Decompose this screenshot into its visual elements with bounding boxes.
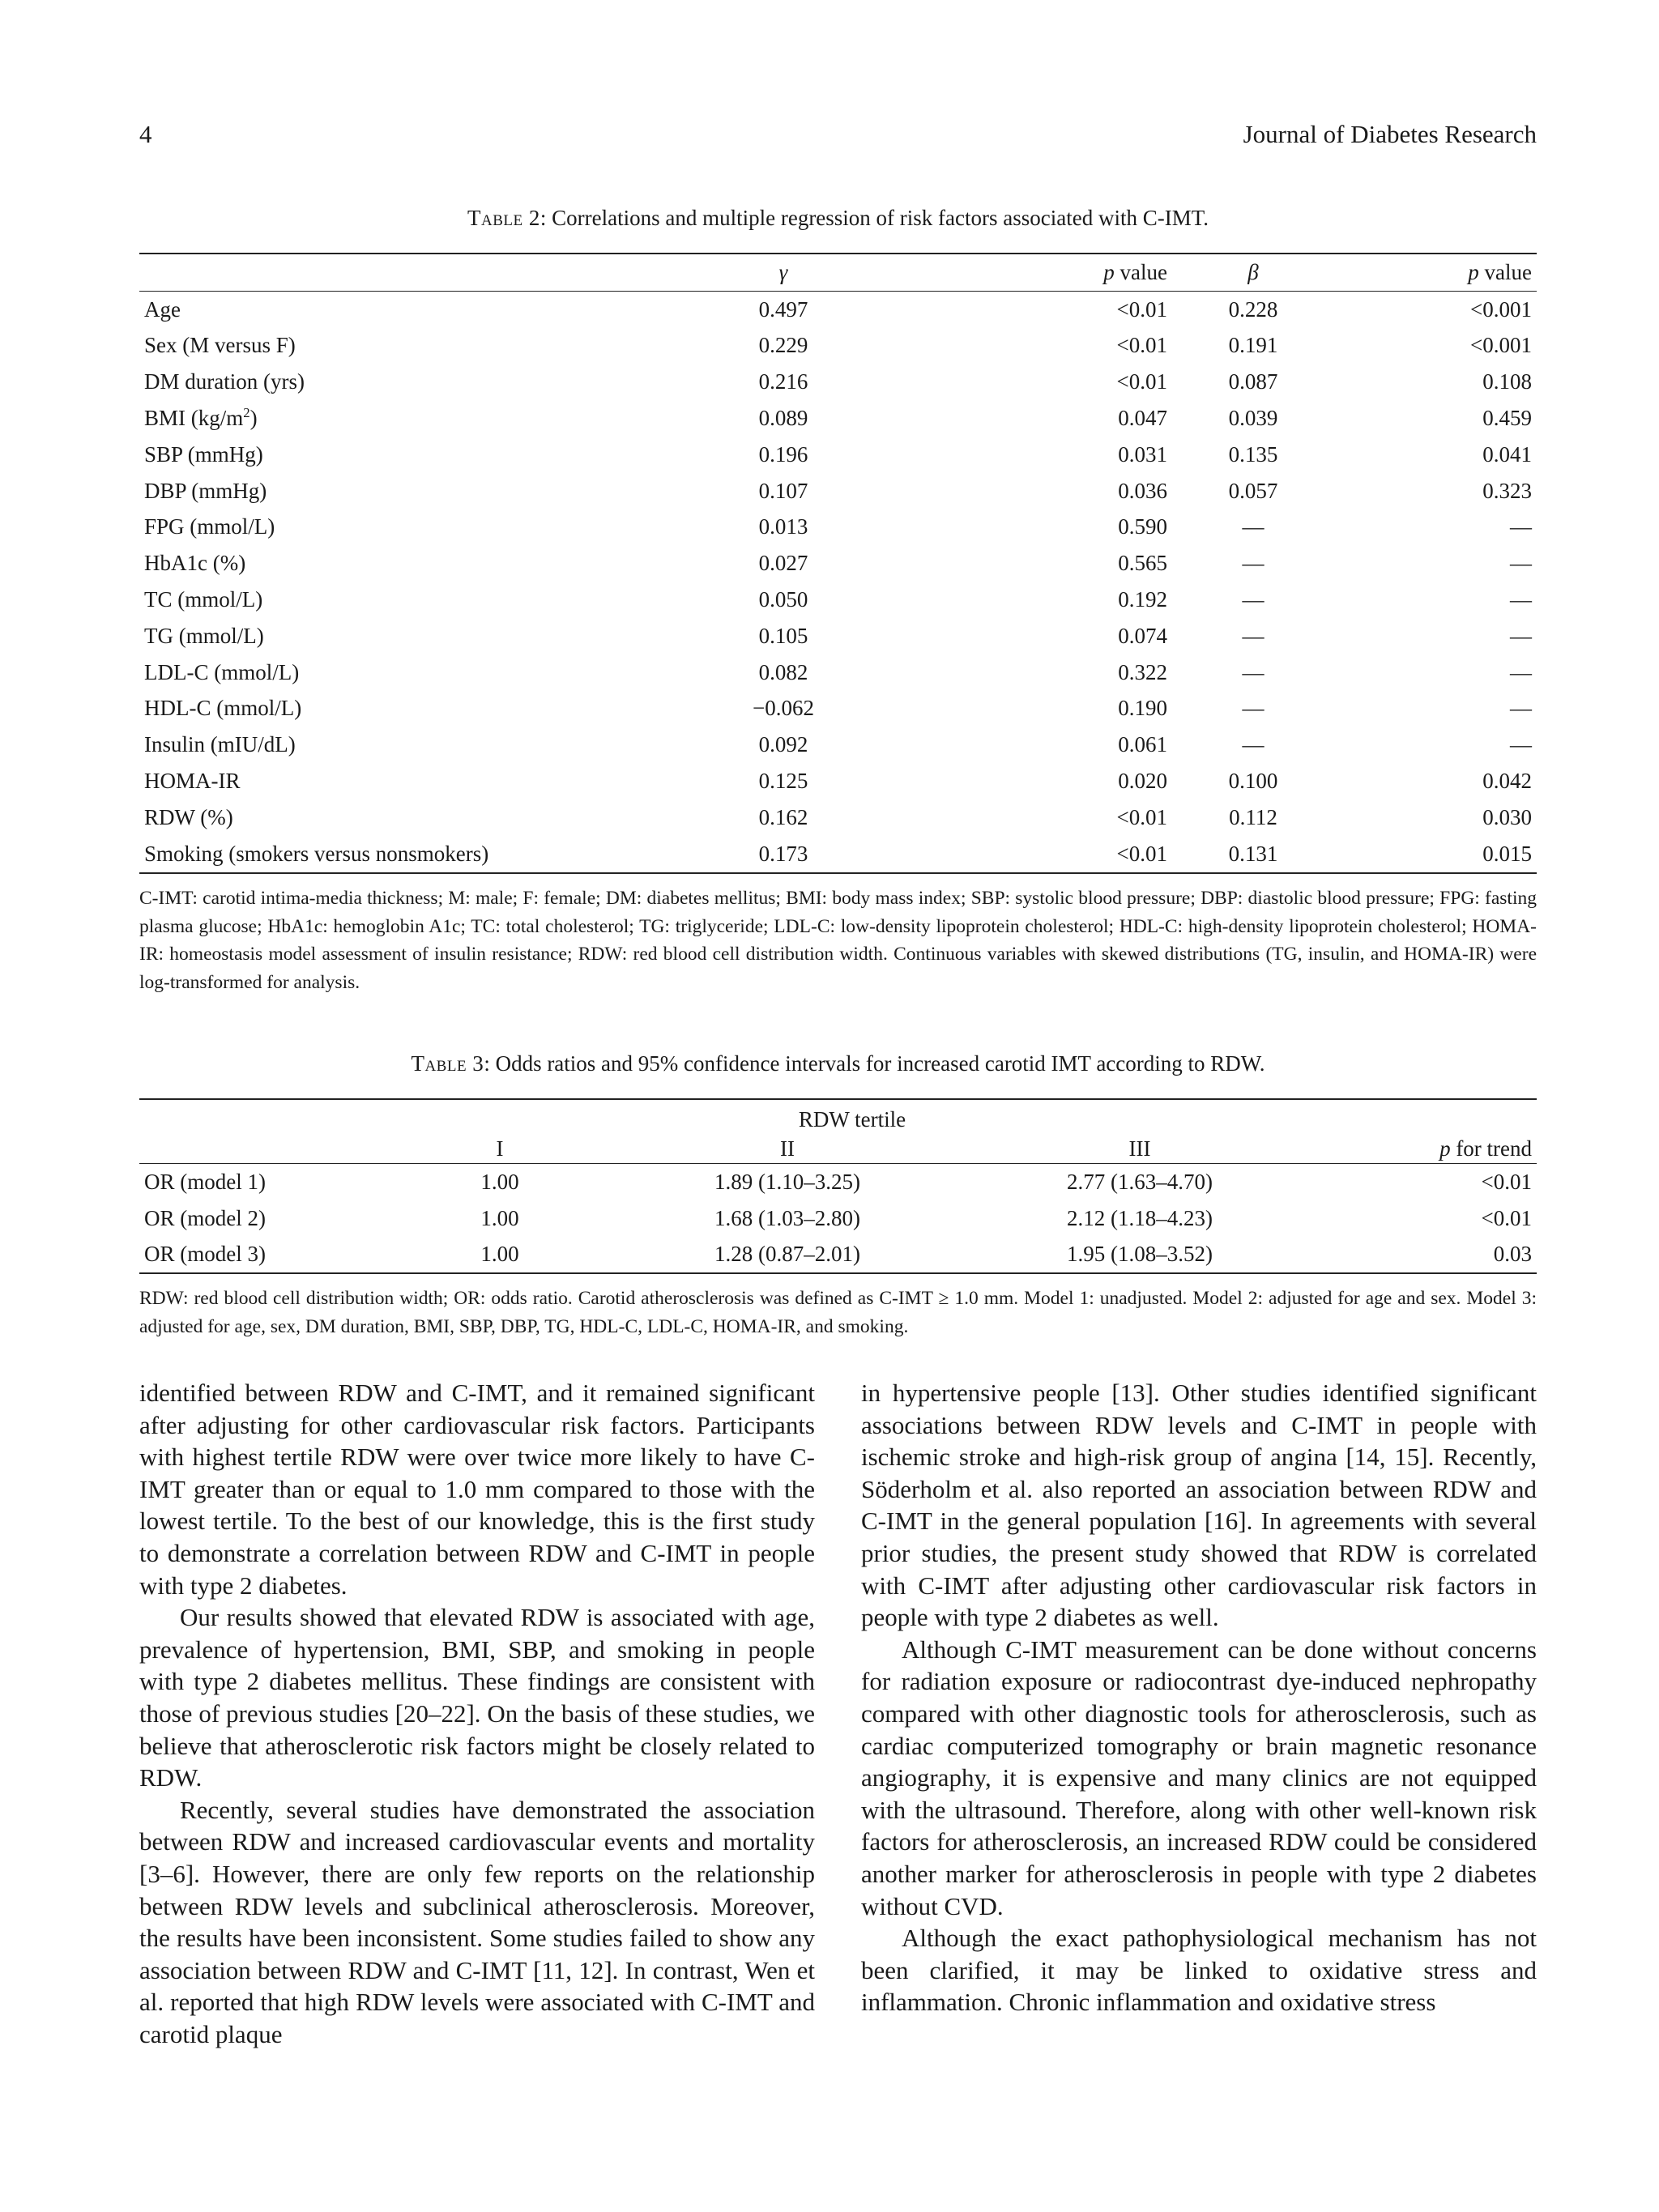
table-cell: 1.00 <box>480 1205 519 1230</box>
table-cell: <0.01 <box>1481 1169 1533 1194</box>
table-cell: 0.162 <box>758 804 808 829</box>
body-column-right <box>861 1377 1537 2018</box>
row-label-cell: RDW (%) <box>144 804 233 829</box>
table-cell: — <box>1242 514 1265 539</box>
body-column-left <box>139 1377 815 2050</box>
table-cell: 0.100 <box>1228 769 1278 794</box>
table-row <box>139 582 1537 618</box>
table-cell: 0.015 <box>1334 836 1537 873</box>
table3-caption <box>139 1050 1537 1077</box>
table-cell: −0.062 <box>753 696 814 721</box>
table3-group-header-row <box>139 1099 1537 1134</box>
table-cell: 0.323 <box>1482 478 1532 503</box>
row-label-cell: Insulin (mIU/dL) <box>144 732 296 757</box>
table-cell: 0.105 <box>758 623 808 648</box>
table-row <box>139 799 1537 836</box>
table-cell: <0.001 <box>1470 296 1532 322</box>
table-cell: 0.112 <box>1229 804 1277 829</box>
table-row <box>139 328 1537 364</box>
row-label-cell: DM duration (yrs) <box>144 369 305 394</box>
paragraph: Although the exact pathophysiological mechanism has not been clarified, it may be linked to oxidative stress and inflammation. Chronic inflammation and oxidative stress <box>861 1924 1537 2017</box>
table-cell: — <box>1242 659 1265 684</box>
table-cell: 0.082 <box>758 659 808 684</box>
row-label-cell: FPG (mmol/L) <box>144 514 275 539</box>
table-cell: 0.061 <box>1118 732 1167 757</box>
table-cell: — <box>1242 587 1265 612</box>
table-cell: 0.089 <box>758 406 808 431</box>
table3-caption-text: : Odds ratios and 95% confidence intervals for increased carotid IMT according to RDW. <box>484 1051 1265 1076</box>
table-row <box>139 763 1537 799</box>
table2-body <box>139 291 1537 872</box>
table-cell: 0.031 <box>1118 441 1167 467</box>
table-row <box>139 1237 1537 1274</box>
row-label-cell: OR (model 1) <box>144 1169 266 1194</box>
table-cell: — <box>1510 659 1532 684</box>
table-cell: 0.191 <box>1228 333 1278 358</box>
table-row <box>139 1164 1537 1200</box>
table-cell: — <box>1510 514 1532 539</box>
table-cell: 0.322 <box>1118 659 1167 684</box>
table-cell: 0.497 <box>758 296 808 322</box>
table-row <box>139 545 1537 582</box>
table2-header-cell <box>139 254 706 291</box>
table-cell: — <box>1242 623 1265 648</box>
table-cell: 0.459 <box>1482 406 1532 431</box>
table-cell: 0.173 <box>706 836 860 873</box>
table-cell: <0.001 <box>1470 333 1532 358</box>
page-number: 4 <box>139 120 152 148</box>
table-cell: 2.12 (1.18–4.23) <box>1067 1205 1213 1230</box>
table-cell: 1.89 (1.10–3.25) <box>714 1169 860 1194</box>
table2 <box>139 253 1537 874</box>
table-row <box>139 836 1537 873</box>
table-row <box>139 654 1537 691</box>
row-label-cell: HOMA-IR <box>144 769 241 794</box>
table2-header-row <box>139 254 1537 291</box>
table-row <box>139 473 1537 509</box>
table2-label: Table 2 <box>467 206 540 230</box>
row-label-cell: SBP (mmHg) <box>144 441 263 467</box>
paragraph: in hypertensive people [13]. Other studies identified significant associations between RDW levels and C-IMT in people with ischemic stroke and high-risk group of angina [14, 15]. Recently, Söderholm et al. also reported an association between RDW and C-IMT in the general population [16]. In agreements with several prior studies, the present study showed that RDW is correlated with C-IMT after adjusting other cardiovascular risk factors in people with type 2 diabetes as well. <box>861 1379 1537 1632</box>
row-label-cell: HDL-C (mmol/L) <box>144 696 302 721</box>
table-cell: 1.28 (0.87–2.01) <box>585 1237 990 1274</box>
table3-header-cell <box>139 1134 415 1164</box>
paragraph: identified between RDW and C-IMT, and it remained significant after adjusting for other cardiovascular risk factors. Participants with highest tertile RDW were over twice more likely to have C-IMT greater than or equal to 1.0 mm compared to those with the lowest tertile. To the best of our knowledge, this is the first study to demonstrate a correlation between RDW and C-IMT in people with type 2 diabetes. <box>139 1379 815 1600</box>
table-cell: 0.590 <box>1118 514 1167 539</box>
table-cell: 2.77 (1.63–4.70) <box>1067 1169 1213 1194</box>
paragraph: Our results showed that elevated RDW is associated with age, prevalence of hypertension, BMI, SBP, and smoking in people with type 2 diabetes mellitus. These findings are consistent with those of previous studies [20–22]. On the basis of these studies, we believe that atherosclerotic risk factors might be closely related to RDW. <box>139 1603 815 1792</box>
table-cell: 0.135 <box>1228 441 1278 467</box>
row-label-cell: OR (model 2) <box>144 1205 266 1230</box>
table-cell: 1.00 <box>480 1169 519 1194</box>
table2-header-cell: β <box>1172 254 1334 291</box>
table2-header-cell: p value <box>860 254 1172 291</box>
table-cell: 0.107 <box>758 478 808 503</box>
paragraph: Recently, several studies have demonstrated the association between RDW and increased cardiovascular events and mortality [3–6]. However, there are only few reports on the relationship between RDW levels and subclinical atherosclerosis. Moreover, the results have been inconsistent. Some studies failed to show any association between RDW and C-IMT [11, 12]. In contrast, Wen et al. reported that high RDW levels were associated with C-IMT and carotid plaque <box>139 1795 815 2048</box>
table3-header-cell: III <box>990 1134 1290 1164</box>
table-row <box>139 364 1537 400</box>
table3-header-cell: I <box>415 1134 585 1164</box>
table3-body <box>139 1164 1537 1274</box>
table-cell: 0.229 <box>758 333 808 358</box>
table-row <box>139 691 1537 727</box>
row-label-cell: Age <box>144 296 181 322</box>
table-cell: 0.216 <box>758 369 808 394</box>
table-cell: 0.228 <box>1228 296 1278 322</box>
row-label-cell: TG (mmol/L) <box>144 623 264 648</box>
table2-header-cell: p value <box>1334 254 1537 291</box>
table3-header-cell: II <box>585 1134 990 1164</box>
table3-group-header: RDW tertile <box>415 1099 1290 1134</box>
table-row <box>139 1200 1537 1237</box>
table-cell: 0.042 <box>1482 769 1532 794</box>
bmi-suffix: ) <box>249 406 258 431</box>
table-cell: <0.01 <box>1116 296 1167 322</box>
row-label-cell: BMI $(kg/m^2)$ <box>144 405 258 431</box>
table-cell: — <box>1242 732 1265 757</box>
row-label-cell: OR (model 3) <box>139 1237 415 1274</box>
journal-name: Journal of Diabetes Research <box>1243 120 1537 148</box>
row-label-cell: Smoking (smokers versus nonsmokers) <box>139 836 706 873</box>
table-row <box>139 727 1537 763</box>
table-cell: 0.03 <box>1290 1237 1537 1274</box>
table-cell: 0.057 <box>1228 478 1278 503</box>
table-cell: 0.108 <box>1482 369 1532 394</box>
table-cell: <0.01 <box>1116 804 1167 829</box>
table-cell: <0.01 <box>1116 333 1167 358</box>
table-cell: 0.030 <box>1482 804 1532 829</box>
table-cell: 0.050 <box>758 587 808 612</box>
table-row <box>139 509 1537 546</box>
table2-caption-text: : Correlations and multiple regression of risk factors associated with C-IMT. <box>539 206 1209 230</box>
table-cell: 0.013 <box>758 514 808 539</box>
row-label-cell: DBP (mmHg) <box>144 478 267 503</box>
table-cell: <0.01 <box>1481 1205 1533 1230</box>
table-cell: 0.092 <box>758 732 808 757</box>
table2-caption <box>139 204 1537 232</box>
table-cell: — <box>1510 696 1532 721</box>
row-label-cell: LDL-C (mmol/L) <box>144 659 300 684</box>
table3-header-cell: p for trend <box>1290 1134 1537 1164</box>
table-row <box>139 437 1537 473</box>
table-row <box>139 400 1537 437</box>
table-cell: <0.01 <box>860 836 1172 873</box>
table-cell: 0.047 <box>1118 406 1167 431</box>
table-cell: 0.565 <box>1118 551 1167 576</box>
table3-header-row <box>139 1134 1537 1164</box>
table-cell: 0.131 <box>1172 836 1334 873</box>
table-cell: 0.039 <box>1228 406 1278 431</box>
table-cell: 0.020 <box>1118 769 1167 794</box>
table-cell: 0.087 <box>1228 369 1278 394</box>
table-cell: — <box>1242 696 1265 721</box>
table-row <box>139 618 1537 654</box>
table-cell: <0.01 <box>1116 369 1167 394</box>
table-cell: 1.00 <box>415 1237 585 1274</box>
table-cell: 1.95 (1.08–3.52) <box>990 1237 1290 1274</box>
table-cell: 0.125 <box>758 769 808 794</box>
table-cell: 1.68 (1.03–2.80) <box>714 1205 860 1230</box>
table3-footnote: RDW: red blood cell distribution width; OR: odds ratio. Carotid atherosclerosis was defined as C-IMT ≥ 1.0 mm. Model 1: unadjusted. Model 2: adjusted for age and sex. Model 3: adjusted for age, sex, DM duration, BMI, SBP, DBP, TG, HDL-C, LDL-C, HOMA-IR, and smoking. <box>139 1288 1537 1337</box>
table-cell: — <box>1510 551 1532 576</box>
row-label-cell: HbA1c (%) <box>144 551 246 576</box>
table-row <box>139 291 1537 327</box>
running-header <box>139 120 1537 156</box>
table-cell: 0.036 <box>1118 478 1167 503</box>
table2-header-cell: γ <box>706 254 860 291</box>
table3-label: Table 3 <box>411 1051 484 1076</box>
table-cell: 0.192 <box>1118 587 1167 612</box>
table-cell: 0.074 <box>1118 623 1167 648</box>
table-cell: — <box>1510 623 1532 648</box>
table2-footnote: C-IMT: carotid intima-media thickness; M: male; F: female; DM: diabetes mellitus; BMI: body mass index; SBP: systolic blood pressure; DBP: diastolic blood pressure; FPG: fasting plasma glucose; HbA1c: hemoglobin A1c; TC: total cholesterol; TG: triglyceride; LDL-C: low-density lipoprotein cholesterol; HDL-C: high-density lipoprotein cholesterol; HOMA-IR: homeostasis model assessment of insulin resistance; RDW: red blood cell distribution width. Continuous variables with skewed distributions (TG, insulin, and HOMA-IR) were log-transformed for analysis. <box>139 888 1537 993</box>
paragraph: Although C-IMT measurement can be done without concerns for radiation exposure or radiocontrast dye-induced nephropathy compared with other diagnostic tools for atherosclerosis, such as cardiac computerized tomography or brain magnetic resonance angiography, it is expensive and many clinics are not equipped with the ultrasound. Therefore, along with other well-known risk factors for atherosclerosis, an increased RDW could be considered another marker for atherosclerosis in people with type 2 diabetes without CVD. <box>861 1634 1537 1920</box>
row-label-cell: Sex (M versus F) <box>144 333 296 358</box>
row-label-cell: TC (mmol/L) <box>144 587 263 612</box>
bmi-superscript: 2 <box>243 405 250 421</box>
table-cell: — <box>1242 551 1265 576</box>
table-cell: 0.190 <box>1118 696 1167 721</box>
table3 <box>139 1098 1537 1274</box>
table-cell: 0.041 <box>1482 441 1532 467</box>
table-cell: — <box>1510 732 1532 757</box>
table-cell: 0.196 <box>758 441 808 467</box>
table-cell: — <box>1510 587 1532 612</box>
table-cell: 0.027 <box>758 551 808 576</box>
